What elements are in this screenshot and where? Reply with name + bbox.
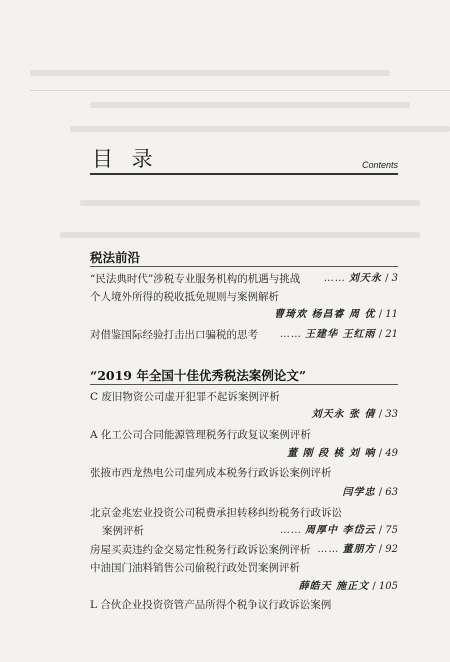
entry-meta: …… 王建华 王红雨 / 21 [279,329,398,340]
entry-page: 33 [385,409,398,420]
entry-title: 中油国门油料销售公司偷税行政处罚案例评析 [90,562,300,574]
toc-entry[interactable] [90,390,398,404]
bleed-through-text [80,200,420,206]
header-rule [90,173,398,175]
entry-page: 92 [385,544,398,555]
bleed-through-text [60,232,420,238]
entry-title: “民法典时代”涉税专业服务机构的机遇与挑战 [90,273,301,285]
entry-title: 个人境外所得的税收抵免规则与案例解析 [90,291,279,303]
leader-dots: …… [279,329,302,340]
entry-authors: 闫学忠 [342,487,376,498]
entry-meta: …… 刘天永 / 3 [323,273,398,284]
entry-authors: 曹琦欢 杨昌睿 周 优 [274,309,376,320]
entry-title: 北京金兆宏业投资公司税费承担转移纠纷税务行政诉讼 [90,507,342,519]
bleed-through-text [70,126,450,132]
toc-entry[interactable] [90,290,398,304]
entry-authors: 薛皓天 施正文 [298,581,370,592]
toc-entry[interactable] [90,506,398,520]
section-heading: “2019 年全国十佳优秀税法案例论文” [90,368,307,383]
entry-meta: 曹琦欢 杨昌睿 周 优 / 11 [274,309,398,320]
toc-entry[interactable] [90,328,398,342]
bleed-through-rule [30,90,450,91]
toc-entry[interactable] [90,598,398,612]
toc-entry[interactable] [90,561,398,575]
entry-title: 对借鉴国际经验打击出口骗税的思考 [90,329,258,341]
entry-authors: 董朋方 [342,544,376,555]
entry-meta: 薛皓天 施正文 / 105 [298,581,398,592]
bleed-through-text [90,102,410,108]
toc-entry[interactable] [90,466,398,480]
section-heading: 税法前沿 [90,250,141,265]
entry-meta: …… 周厚中 李岱云 / 75 [279,525,398,536]
entry-page: 105 [378,581,398,592]
toc-subtitle: Contents [361,160,398,170]
entry-authors: 王建华 王红雨 [305,329,376,340]
entry-title: A 化工公司合同能源管理税务行政复议案例评析 [90,429,311,441]
entry-title: L 合伙企业投资资管产品所得个税争议行政诉讼案例 [90,599,332,611]
toc-entry[interactable] [90,428,398,442]
entry-authors: 刘天永 [348,273,382,284]
entry-meta: 董 刚 段 桃 刘 响 / 49 [287,448,398,459]
entry-authors: 董 刚 段 桃 刘 响 [287,448,376,459]
entry-page: 11 [385,309,398,320]
entry-page: 3 [391,273,398,284]
leader-dots: …… [279,525,302,536]
toc-entry-continued [90,524,398,538]
entry-title: C 废旧物资公司虚开犯罪不起诉案例评析 [90,391,280,403]
entry-meta: …… 董朋方 / 92 [317,544,398,555]
entry-page: 49 [385,448,398,459]
bleed-through-text [30,70,390,76]
toc-entry[interactable] [90,543,398,557]
entry-title: 张掖市西龙热电公司虚列成本税务行政诉讼案例评析 [90,467,332,479]
section-rule [90,266,398,267]
entry-page: 21 [385,329,398,340]
entry-authors: 周厚中 李岱云 [305,525,376,536]
entry-title-continued: 案例评析 [102,525,144,537]
leader-dots: …… [323,273,346,284]
leader-dots: …… [317,544,340,555]
section-rule [90,384,398,385]
entry-authors: 刘天永 张 倩 [311,409,376,420]
entry-title: 房屋买卖违约金交易定性税务行政诉讼案例评析 [90,544,311,556]
toc-title: 目 录 [92,147,159,171]
entry-page: 63 [385,487,398,498]
entry-meta: 刘天永 张 倩 / 33 [311,409,398,420]
entry-meta: 闫学忠 / 63 [342,487,398,498]
toc-entry[interactable] [90,272,398,286]
entry-page: 75 [385,525,398,536]
